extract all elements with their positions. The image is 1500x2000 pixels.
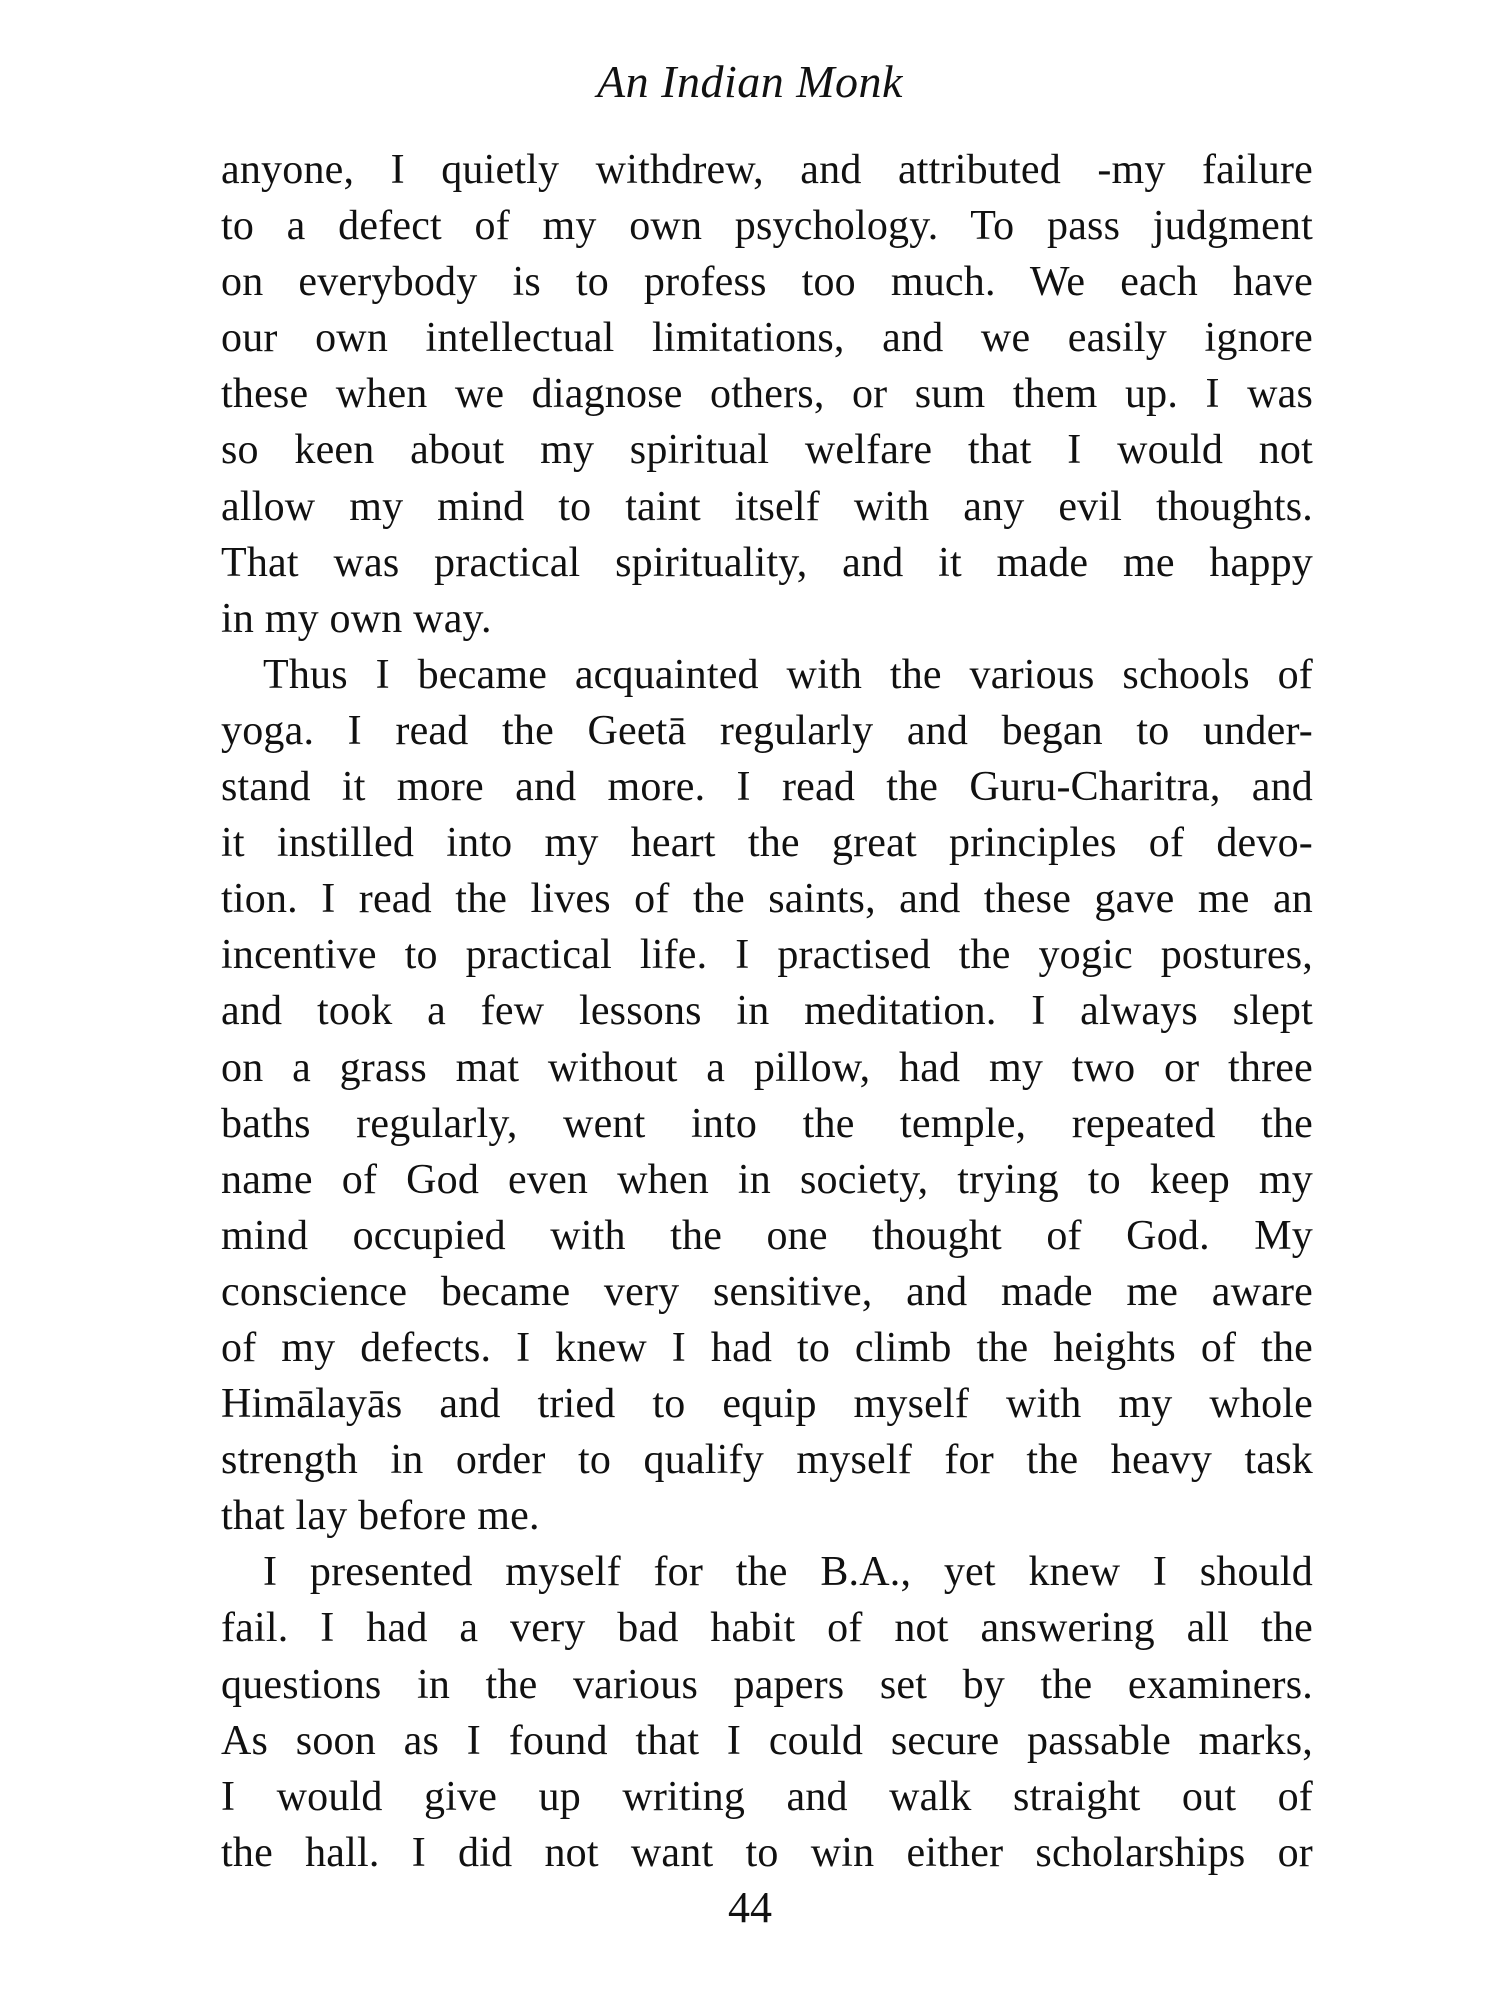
text-line: name of God even when in society, trying to keep my [221, 1156, 1313, 1203]
text-line: questions in the various papers set by the examiners. [221, 1661, 1313, 1708]
text-line: and took a few lessons in meditation. I always slept [221, 988, 1313, 1035]
text-line: the hall. I did not want to win either scholarships or [221, 1829, 1313, 1876]
text-line: on a grass mat without a pillow, had my two or three [221, 1044, 1313, 1091]
text-line: in my own way. [221, 595, 492, 642]
text-line: anyone, I quietly withdrew, and attributed -my failure [221, 147, 1313, 193]
text-line: allow my mind to taint itself with any evil thoughts. [221, 483, 1313, 530]
body-text [221, 142, 1313, 1881]
text-line: stand it more and more. I read the Guru-Charitra, and [221, 764, 1313, 811]
page-number: 44 [728, 1883, 772, 1932]
text-line: fail. I had a very bad habit of not answering all the [221, 1605, 1313, 1652]
text-line: Thus I became acquainted with the various schools of [263, 651, 1313, 698]
paragraph-3 [221, 1544, 1313, 1881]
text-line: of my defects. I knew I had to climb the heights of the [221, 1324, 1313, 1371]
text-line: As soon as I found that I could secure passable marks, [221, 1717, 1313, 1764]
text-line: our own intellectual limitations, and we easily ignore [221, 315, 1313, 362]
text-line: incentive to practical life. I practised the yogic postures, [221, 932, 1313, 979]
text-line: these when we diagnose others, or sum them up. I was [221, 371, 1313, 418]
text-line: I presented myself for the B.A., yet knew I should [263, 1549, 1313, 1596]
text-line: so keen about my spiritual welfare that I would not [221, 427, 1313, 474]
text-line: tion. I read the lives of the saints, and these gave me an [221, 876, 1313, 923]
text-line: strength in order to qualify myself for the heavy task [221, 1437, 1313, 1484]
text-line: on everybody is to profess too much. We each have [221, 259, 1313, 306]
text-line: that lay before me. [221, 1493, 540, 1540]
text-line: conscience became very sensitive, and made me aware [221, 1268, 1313, 1315]
text-line: baths regularly, went into the temple, repeated the [221, 1100, 1313, 1147]
text-line: I would give up writing and walk straight out of [221, 1773, 1313, 1820]
running-title: An Indian Monk [597, 56, 903, 107]
text-line: mind occupied with the one thought of God. My [221, 1212, 1313, 1259]
paragraph-2 [221, 647, 1313, 1545]
text-line: it instilled into my heart the great principles of devo- [221, 820, 1313, 867]
text-line: Himālayās and tried to equip myself with my whole [221, 1381, 1313, 1428]
text-line: That was practical spirituality, and it made me happy [221, 539, 1313, 586]
text-line: yoga. I read the Geetā regularly and began to under- [221, 707, 1313, 754]
paragraph-1 [221, 142, 1313, 647]
text-line: to a defect of my own psychology. To pass judgment [221, 203, 1313, 250]
